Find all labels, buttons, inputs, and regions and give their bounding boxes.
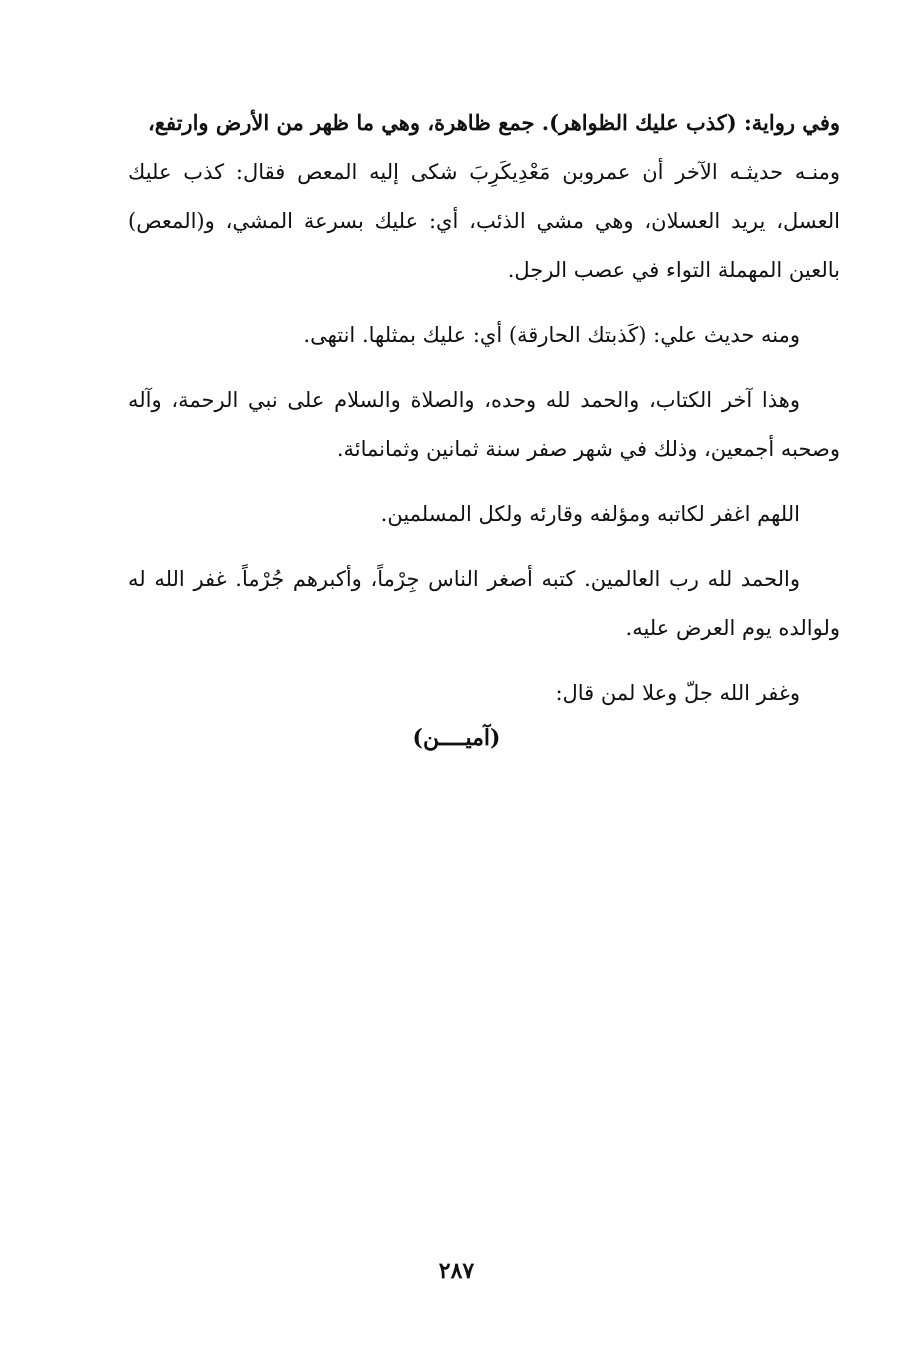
paragraph-ali-hadith: ومنه حديث علي: (كَذبتك الحارقة) أي: عليك بمثلها. انتهى.: [303, 323, 800, 347]
paragraph-book-end: وهذا آخر الكتاب، والحمد لله وحده، والصلاة والسلام على نبي الرحمة، وآله وصحبه أجمعين، وذلك في شهر صفر سنة ثمانين وثمانمائة.: [128, 388, 840, 461]
paragraph-prayer: اللهم اغفر لكاتبه ومؤلفه وقارئه ولكل المسلمين.: [380, 502, 800, 526]
body-text: [128, 98, 840, 718]
closing-amen: (آميــــن): [412, 725, 501, 751]
paragraph-lead: وفي رواية: (كذب عليك الظواهر). جمع ظاهرة، وهي ما ظهر من الأرض وارتفع،: [148, 110, 840, 135]
paragraph-amr-hadith: ومنـه حديثـه الآخر أن عمروبن مَعْدِيكَرِبَ شكى إليه المعص فقال: كذب عليك العسل، يريد العسلان، وهي مشي الذئب، أي: عليك بسرعة المشي، و(المعص) بالعين المهملة التواء في عصب الرجل.: [128, 160, 840, 282]
page-number: ٢٨٧: [438, 1258, 475, 1284]
paragraph-riwaya: [128, 98, 840, 148]
paragraph-colophon: والحمد لله رب العالمين. كتبه أصغر الناس جِرْماً، وأكبرهم جُرْماً. غفر الله له ولوالده يوم العرض عليه.: [128, 567, 840, 640]
paragraph-final-prayer: وغفر الله جلّ وعلا لمن قال:: [555, 681, 800, 705]
